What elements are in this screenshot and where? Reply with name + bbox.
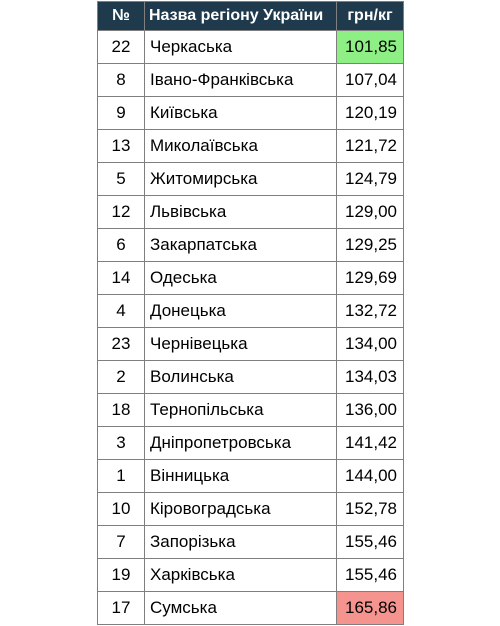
price-cell: 141,42	[337, 427, 404, 460]
table-row	[98, 130, 404, 163]
region-name-cell: Київська	[145, 97, 337, 130]
region-name-cell: Чернівецька	[145, 328, 337, 361]
region-name-cell: Одеська	[145, 262, 337, 295]
header-price: грн/кг	[337, 2, 404, 31]
region-name-cell: Запорізька	[145, 526, 337, 559]
region-name-cell: Харківська	[145, 559, 337, 592]
table-row	[98, 559, 404, 592]
price-cell: 136,00	[337, 394, 404, 427]
row-number-cell: 13	[98, 130, 145, 163]
table-row	[98, 460, 404, 493]
row-number-cell: 9	[98, 97, 145, 130]
table-row	[98, 328, 404, 361]
region-name-cell: Вінницька	[145, 460, 337, 493]
price-cell: 129,00	[337, 196, 404, 229]
row-number-cell: 8	[98, 64, 145, 97]
header-number: №	[98, 2, 145, 31]
region-name-cell: Дніпропетровська	[145, 427, 337, 460]
price-cell: 124,79	[337, 163, 404, 196]
price-table-container	[97, 1, 403, 625]
price-cell: 152,78	[337, 493, 404, 526]
price-cell: 121,72	[337, 130, 404, 163]
table-row	[98, 97, 404, 130]
price-cell: 134,00	[337, 328, 404, 361]
region-name-cell: Львівська	[145, 196, 337, 229]
row-number-cell: 7	[98, 526, 145, 559]
lowest-price-cell: 101,85	[337, 31, 404, 64]
table-body	[98, 31, 404, 625]
highest-price-cell: 165,86	[337, 592, 404, 625]
table-row	[98, 163, 404, 196]
table-row	[98, 592, 404, 625]
table-row	[98, 196, 404, 229]
price-cell: 144,00	[337, 460, 404, 493]
row-number-cell: 14	[98, 262, 145, 295]
region-name-cell: Волинська	[145, 361, 337, 394]
row-number-cell: 12	[98, 196, 145, 229]
table-row	[98, 31, 404, 64]
table-row	[98, 361, 404, 394]
table-row	[98, 493, 404, 526]
price-cell: 107,04	[337, 64, 404, 97]
price-cell: 134,03	[337, 361, 404, 394]
region-name-cell: Черкаська	[145, 31, 337, 64]
price-cell: 155,46	[337, 526, 404, 559]
header-region-name: Назва регіону України	[145, 2, 337, 31]
price-cell: 120,19	[337, 97, 404, 130]
row-number-cell: 2	[98, 361, 145, 394]
row-number-cell: 23	[98, 328, 145, 361]
row-number-cell: 17	[98, 592, 145, 625]
table-row	[98, 262, 404, 295]
row-number-cell: 22	[98, 31, 145, 64]
table-row	[98, 295, 404, 328]
row-number-cell: 5	[98, 163, 145, 196]
row-number-cell: 6	[98, 229, 145, 262]
price-cell: 129,25	[337, 229, 404, 262]
table-row	[98, 526, 404, 559]
price-cell: 155,46	[337, 559, 404, 592]
region-name-cell: Тернопільська	[145, 394, 337, 427]
region-name-cell: Сумська	[145, 592, 337, 625]
row-number-cell: 1	[98, 460, 145, 493]
table-row	[98, 427, 404, 460]
region-name-cell: Івано-Франківська	[145, 64, 337, 97]
region-name-cell: Донецька	[145, 295, 337, 328]
table-header	[98, 2, 404, 31]
row-number-cell: 4	[98, 295, 145, 328]
region-name-cell: Кіровоградська	[145, 493, 337, 526]
row-number-cell: 3	[98, 427, 145, 460]
row-number-cell: 19	[98, 559, 145, 592]
region-price-table	[97, 1, 404, 625]
row-number-cell: 18	[98, 394, 145, 427]
table-row	[98, 229, 404, 262]
region-name-cell: Закарпатська	[145, 229, 337, 262]
header-row	[98, 2, 404, 31]
table-row	[98, 64, 404, 97]
table-row	[98, 394, 404, 427]
row-number-cell: 10	[98, 493, 145, 526]
region-name-cell: Житомирська	[145, 163, 337, 196]
price-cell: 132,72	[337, 295, 404, 328]
region-name-cell: Миколаївська	[145, 130, 337, 163]
price-cell: 129,69	[337, 262, 404, 295]
